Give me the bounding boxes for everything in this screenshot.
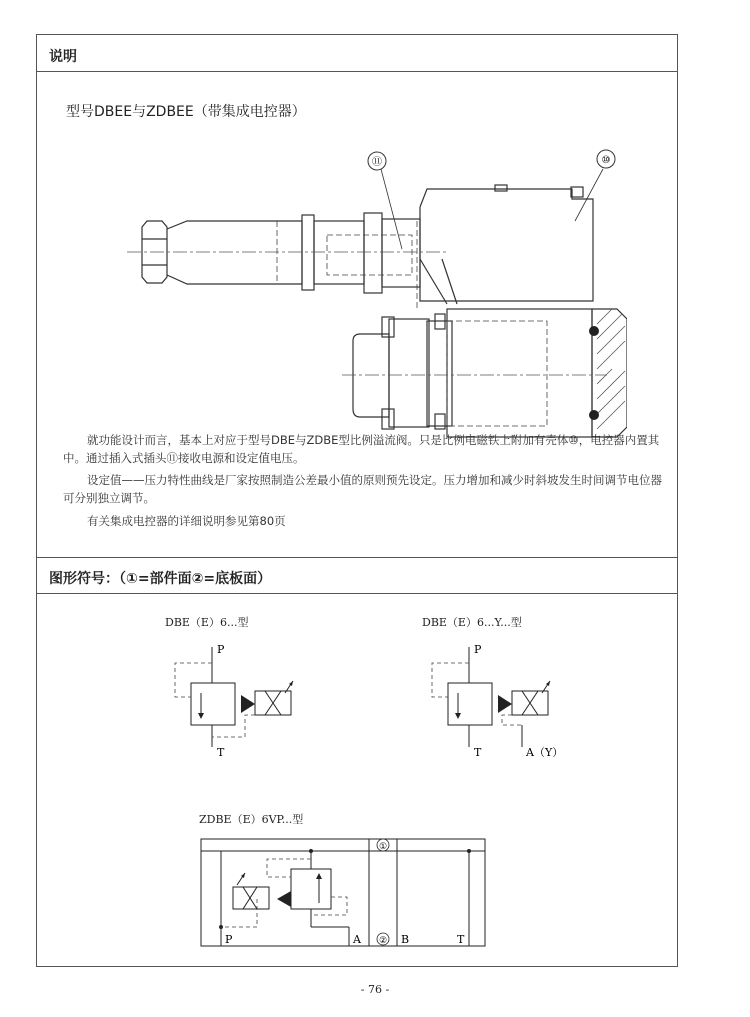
divider — [37, 71, 677, 72]
symbol-label-dbe: DBE（E）6...型 — [165, 616, 249, 629]
port-t: T — [217, 746, 225, 757]
hydraulic-symbol-dbe — [165, 637, 305, 757]
page-number: - 76 - — [360, 983, 390, 996]
port-t: T — [457, 933, 465, 946]
port-b: B — [401, 933, 410, 946]
port-a: A — [353, 933, 361, 946]
section-title-symbols: 图形符号：（①=部件面②=底板面） — [49, 571, 272, 587]
paragraph-function: 就功能设计而言，基本上对应于型号DBE与ZDBE型比例溢流阀。只是比例电磁铁上附加有壳体⑩，电控器内置其中。通过插入式插头⑪接收电源和设定值电压。 — [63, 433, 660, 465]
divider — [37, 557, 677, 558]
paragraph-setpoint: 设定值——压力特性曲线是厂家按照制造公差最小值的原则预先设定。压力增加和减少时斜坡发生时间调节电位器可分别独立调节。 — [63, 473, 662, 505]
hydraulic-symbol-zdbe — [199, 835, 499, 951]
callout-10: ⑩ — [601, 155, 611, 166]
symbol-label-dbe-y: DBE（E）6...Y...型 — [422, 616, 522, 629]
paragraph-reference: 有关集成电控器的详细说明参见第80页 — [87, 514, 286, 528]
model-subtitle: 型号DBEE与ZDBEE（带集成电控器） — [66, 104, 306, 120]
port-p: P — [225, 933, 233, 946]
section-title-description: 说明 — [49, 49, 77, 65]
valve-assembly-drawing — [117, 109, 627, 449]
port-t: T — [474, 746, 482, 757]
hydraulic-symbol-dbe-y — [422, 637, 602, 757]
page-frame — [36, 34, 678, 967]
face-2-marker: ② — [378, 936, 388, 946]
divider — [37, 593, 677, 594]
symbol-label-zdbe: ZDBE（E）6VP...型 — [199, 813, 304, 826]
port-a-y: A（Y） — [526, 746, 564, 757]
port-p: P — [474, 643, 482, 656]
callout-11: ⑪ — [372, 157, 382, 168]
port-p: P — [217, 643, 225, 656]
face-1-marker: ① — [378, 842, 388, 852]
